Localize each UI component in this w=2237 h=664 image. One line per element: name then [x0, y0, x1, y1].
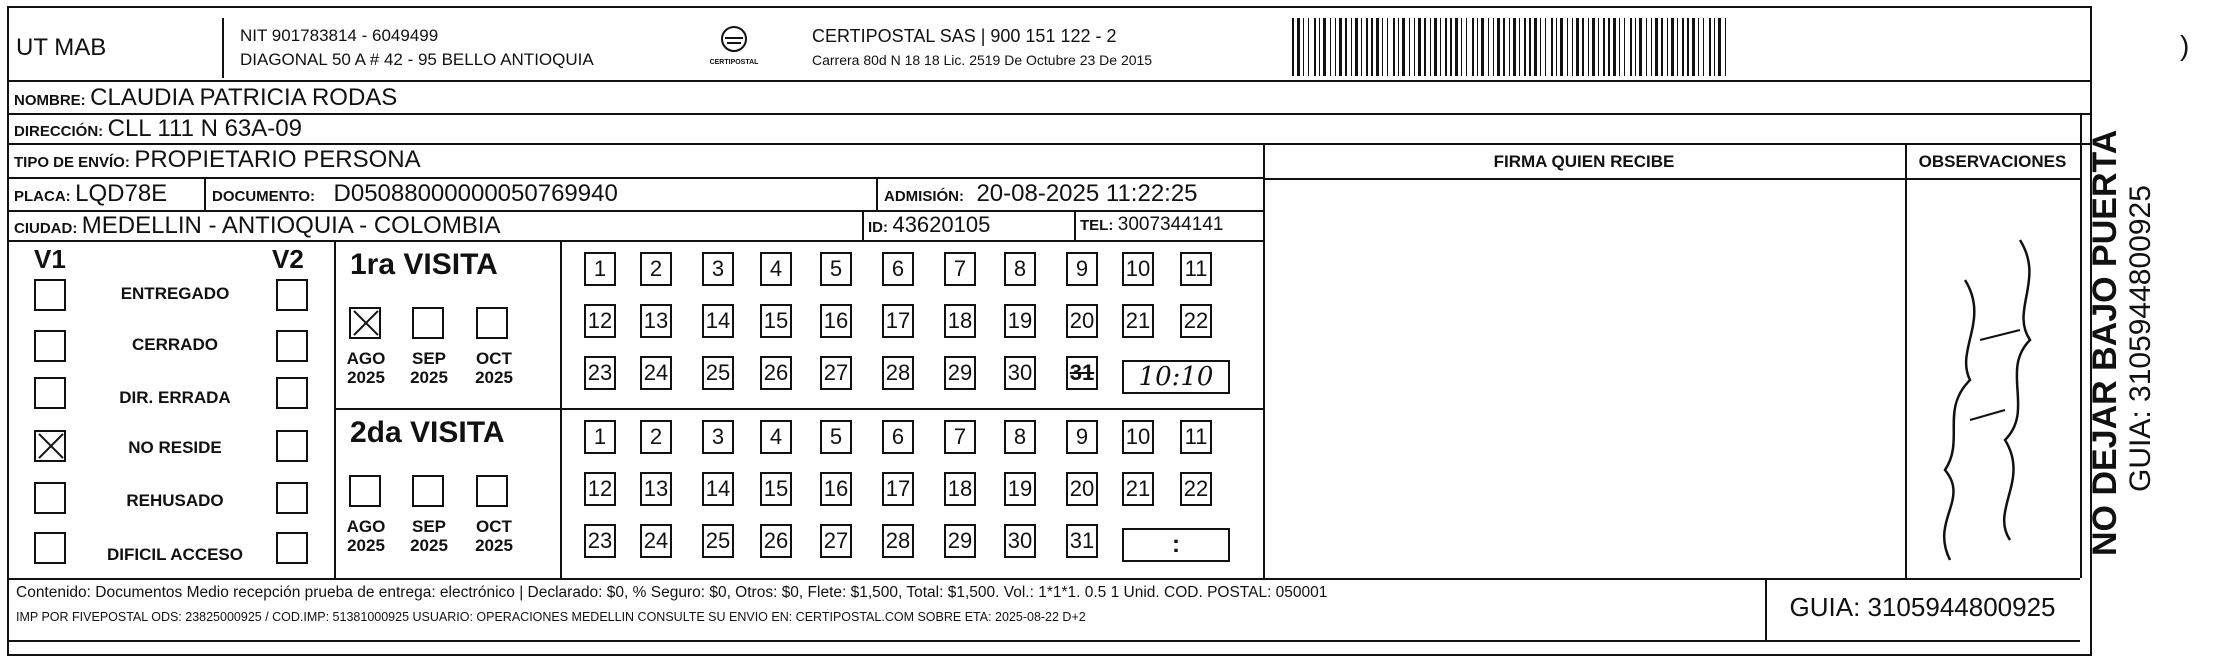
second-visit-day-6[interactable]: 6 [882, 420, 914, 454]
second-visit-time-box[interactable] [1122, 528, 1230, 562]
first-visit-day-19[interactable]: 19 [1004, 304, 1036, 338]
direccion-label: DIRECCIÓN: [14, 123, 104, 140]
status-cerrado: CERRADO [132, 335, 218, 354]
first-visit-day-12[interactable]: 12 [584, 304, 616, 338]
second-visit-day-27[interactable]: 27 [820, 524, 852, 558]
second-visit-day-19[interactable]: 19 [1004, 472, 1036, 506]
v1-dificil-acceso-checkbox[interactable] [34, 532, 66, 564]
nombre-value: CLAUDIA PATRICIA RODAS [90, 84, 398, 111]
v2-entregado-checkbox[interactable] [276, 279, 308, 311]
nit: NIT 901783814 - 6049499 [240, 26, 439, 45]
tel-label: TEL: [1080, 217, 1114, 234]
first-visit-day-18[interactable]: 18 [944, 304, 976, 338]
second-visit-day-14[interactable]: 14 [702, 472, 734, 506]
handwritten-signature [1910, 220, 2078, 570]
footer-guia: GUIA: 3105944800925 [1789, 592, 2056, 622]
second-visit-day-20[interactable]: 20 [1066, 472, 1098, 506]
corner-mark: ) [2180, 30, 2190, 61]
documento-value: D05088000000050769940 [333, 180, 618, 207]
first-visit-time-box[interactable] [1122, 360, 1230, 394]
v1-entregado-checkbox[interactable] [34, 279, 66, 311]
first-visit-time: 10:10 [1138, 362, 1214, 392]
first-visit-day-16[interactable]: 16 [820, 304, 852, 338]
first-visit-day-2[interactable]: 2 [640, 252, 672, 286]
second-visit-day-28[interactable]: 28 [882, 524, 914, 558]
first-visit-day-27[interactable]: 27 [820, 356, 852, 390]
second-visit-day-10[interactable]: 10 [1122, 420, 1154, 454]
ut-label: UT MAB [16, 34, 107, 61]
second-visit-day-2[interactable]: 2 [640, 420, 672, 454]
second-visit-day-11[interactable]: 11 [1180, 420, 1212, 454]
first-visit-day-9[interactable]: 9 [1066, 252, 1098, 286]
status-dir-errada: DIR. ERRADA [119, 388, 231, 407]
second-visit-day-30[interactable]: 30 [1004, 524, 1036, 558]
first-visit-day-3[interactable]: 3 [702, 252, 734, 286]
first-visit-day-11[interactable]: 11 [1180, 252, 1212, 286]
placa-value: LQD78E [75, 180, 168, 207]
id-value: 43620105 [892, 212, 991, 237]
v2-rehusado-checkbox[interactable] [276, 482, 308, 514]
first-visit-day-28[interactable]: 28 [882, 356, 914, 390]
second-visit-day-16[interactable]: 16 [820, 472, 852, 506]
first-visit-day-1[interactable]: 1 [584, 252, 616, 286]
ciudad-label: CIUDAD: [14, 220, 78, 237]
side-warning: NO DEJAR BAJO PUERTA [2086, 129, 2124, 556]
status-entregado: ENTREGADO [120, 284, 230, 303]
footer-print-info: IMP POR FIVEPOSTAL ODS: 23825000925 / COD.IMP: 51381000925 USUARIO: OPERACIONES MEDELLIN CONSULTE SU ENVIO EN: CERTIPOSTAL.COM SOBRE ETA: 2025-08-22 D+2 [16, 610, 1086, 624]
month-label: OCT [476, 349, 512, 368]
second-month-ago-checkbox[interactable] [349, 475, 381, 507]
barcode [1292, 18, 1732, 76]
year-label: 2025 [475, 536, 513, 555]
firma-label: FIRMA QUIEN RECIBE [1493, 152, 1675, 171]
first-visit-day-14[interactable]: 14 [702, 304, 734, 338]
id-label: ID: [868, 219, 888, 236]
first-visit-day-20[interactable]: 20 [1066, 304, 1098, 338]
month-label: OCT [476, 517, 512, 536]
v2-dificil-acceso-checkbox[interactable] [276, 532, 308, 564]
year-label: 2025 [475, 368, 513, 387]
logo-text: CERTIPOSTAL [709, 59, 759, 66]
second-month-sep-checkbox[interactable] [412, 475, 444, 507]
placa-label: PLACA: [14, 188, 71, 205]
v1-dir-errada-checkbox[interactable] [34, 377, 66, 409]
status-no-reside: NO RESIDE [128, 438, 222, 457]
month-label: AGO [346, 517, 386, 536]
second-visit-day-22[interactable]: 22 [1180, 472, 1212, 506]
sender-address: DIAGONAL 50 A # 42 - 95 BELLO ANTIOQUIA [240, 50, 594, 69]
second-visit-day-26[interactable]: 26 [760, 524, 792, 558]
admision-label: ADMISIÓN: [884, 188, 964, 205]
v1-label: V1 [34, 244, 66, 274]
first-visit-day-10[interactable]: 10 [1122, 252, 1154, 286]
first-visit-day-26[interactable]: 26 [760, 356, 792, 390]
v1-cerrado-checkbox[interactable] [34, 330, 66, 362]
first-visit-day-29[interactable]: 29 [944, 356, 976, 390]
company-license: Carrera 80d N 18 18 Lic. 2519 De Octubre 23 De 2015 [812, 52, 1153, 68]
month-label: SEP [411, 517, 447, 536]
second-visit-day-5[interactable]: 5 [820, 420, 852, 454]
tipo-label: TIPO DE ENVÍO: [14, 154, 130, 171]
second-visit-day-21[interactable]: 21 [1122, 472, 1154, 506]
v2-dir-errada-checkbox[interactable] [276, 377, 308, 409]
second-visit-day-7[interactable]: 7 [944, 420, 976, 454]
second-visit-day-25[interactable]: 25 [702, 524, 734, 558]
second-visit-day-23[interactable]: 23 [584, 524, 616, 558]
tipo-value: PROPIETARIO PERSONA [134, 146, 421, 173]
first-visit-day-25[interactable]: 25 [702, 356, 734, 390]
first-month-sep-checkbox[interactable] [412, 307, 444, 339]
first-visit-day-4[interactable]: 4 [760, 252, 792, 286]
second-visit-day-24[interactable]: 24 [640, 524, 672, 558]
first-visit-day-6[interactable]: 6 [882, 252, 914, 286]
second-visit-time-placeholder: : [1172, 531, 1180, 558]
first-visit-day-23[interactable]: 23 [584, 356, 616, 390]
observaciones-label: OBSERVACIONES [1918, 152, 2067, 171]
year-label: 2025 [347, 536, 385, 555]
second-visit-day-8[interactable]: 8 [1004, 420, 1036, 454]
side-guia: GUIA: 3105944800925 [2124, 185, 2157, 492]
v1-rehusado-checkbox[interactable] [34, 482, 66, 514]
second-visit-day-29[interactable]: 29 [944, 524, 976, 558]
status-rehusado: REHUSADO [126, 491, 224, 510]
tel-value: 3007344141 [1117, 214, 1224, 235]
first-visit-day-30[interactable]: 30 [1004, 356, 1036, 390]
year-label: 2025 [347, 368, 385, 387]
first-visit-day-8[interactable]: 8 [1004, 252, 1036, 286]
v1-no-reside-checkbox[interactable] [34, 430, 66, 462]
second-visit-day-9[interactable]: 9 [1066, 420, 1098, 454]
month-label: AGO [346, 349, 386, 368]
certipostal-logo [706, 24, 762, 70]
first-month-ago-checkbox[interactable] [349, 307, 381, 339]
first-visit-day-24[interactable]: 24 [640, 356, 672, 390]
admision-value: 20-08-2025 11:22:25 [976, 180, 1198, 207]
direccion-value: CLL 111 N 63A-09 [107, 115, 302, 142]
first-visit-day-7[interactable]: 7 [944, 252, 976, 286]
nombre-label: NOMBRE: [14, 92, 86, 109]
first-visit-day-22[interactable]: 22 [1180, 304, 1212, 338]
first-visit-title: 1ra VISITA [350, 248, 498, 281]
first-visit-day-21[interactable]: 21 [1122, 304, 1154, 338]
ciudad-value: MEDELLIN - ANTIOQUIA - COLOMBIA [81, 212, 501, 239]
second-visit-day-18[interactable]: 18 [944, 472, 976, 506]
first-visit-day-5[interactable]: 5 [820, 252, 852, 286]
second-visit-title: 2da VISITA [350, 416, 505, 449]
second-month-oct-checkbox[interactable] [476, 475, 508, 507]
footer-contents: Contenido: Documentos Medio recepción prueba de entrega: electrónico | Declarado: $0, % Seguro: $0, Otros: $0, Flete: $1,500, Total: $1,500. Vol.: 1*1*1. 0.5 1 Unid. COD. POSTAL: 050001 [16, 584, 1328, 601]
company-name: CERTIPOSTAL SAS | 900 151 122 - 2 [812, 26, 1117, 46]
year-label: 2025 [410, 368, 448, 387]
second-visit-day-4[interactable]: 4 [760, 420, 792, 454]
year-label: 2025 [410, 536, 448, 555]
status-dificil-acceso: DIFICIL ACCESO [106, 545, 243, 564]
second-visit-day-13[interactable]: 13 [640, 472, 672, 506]
second-visit-day-31[interactable]: 31 [1066, 524, 1098, 558]
second-visit-day-15[interactable]: 15 [760, 472, 792, 506]
second-visit-day-17[interactable]: 17 [882, 472, 914, 506]
second-visit-day-3[interactable]: 3 [702, 420, 734, 454]
first-month-oct-checkbox[interactable] [476, 307, 508, 339]
first-visit-day-13[interactable]: 13 [640, 304, 672, 338]
v2-cerrado-checkbox[interactable] [276, 330, 308, 362]
second-visit-day-1[interactable]: 1 [584, 420, 616, 454]
month-label: SEP [411, 349, 447, 368]
first-visit-day-17[interactable]: 17 [882, 304, 914, 338]
first-visit-day-31[interactable]: 31 [1066, 356, 1098, 390]
second-visit-day-12[interactable]: 12 [584, 472, 616, 506]
v2-label: V2 [272, 244, 304, 274]
v2-no-reside-checkbox[interactable] [276, 430, 308, 462]
first-visit-day-15[interactable]: 15 [760, 304, 792, 338]
documento-label: DOCUMENTO: [212, 188, 316, 205]
